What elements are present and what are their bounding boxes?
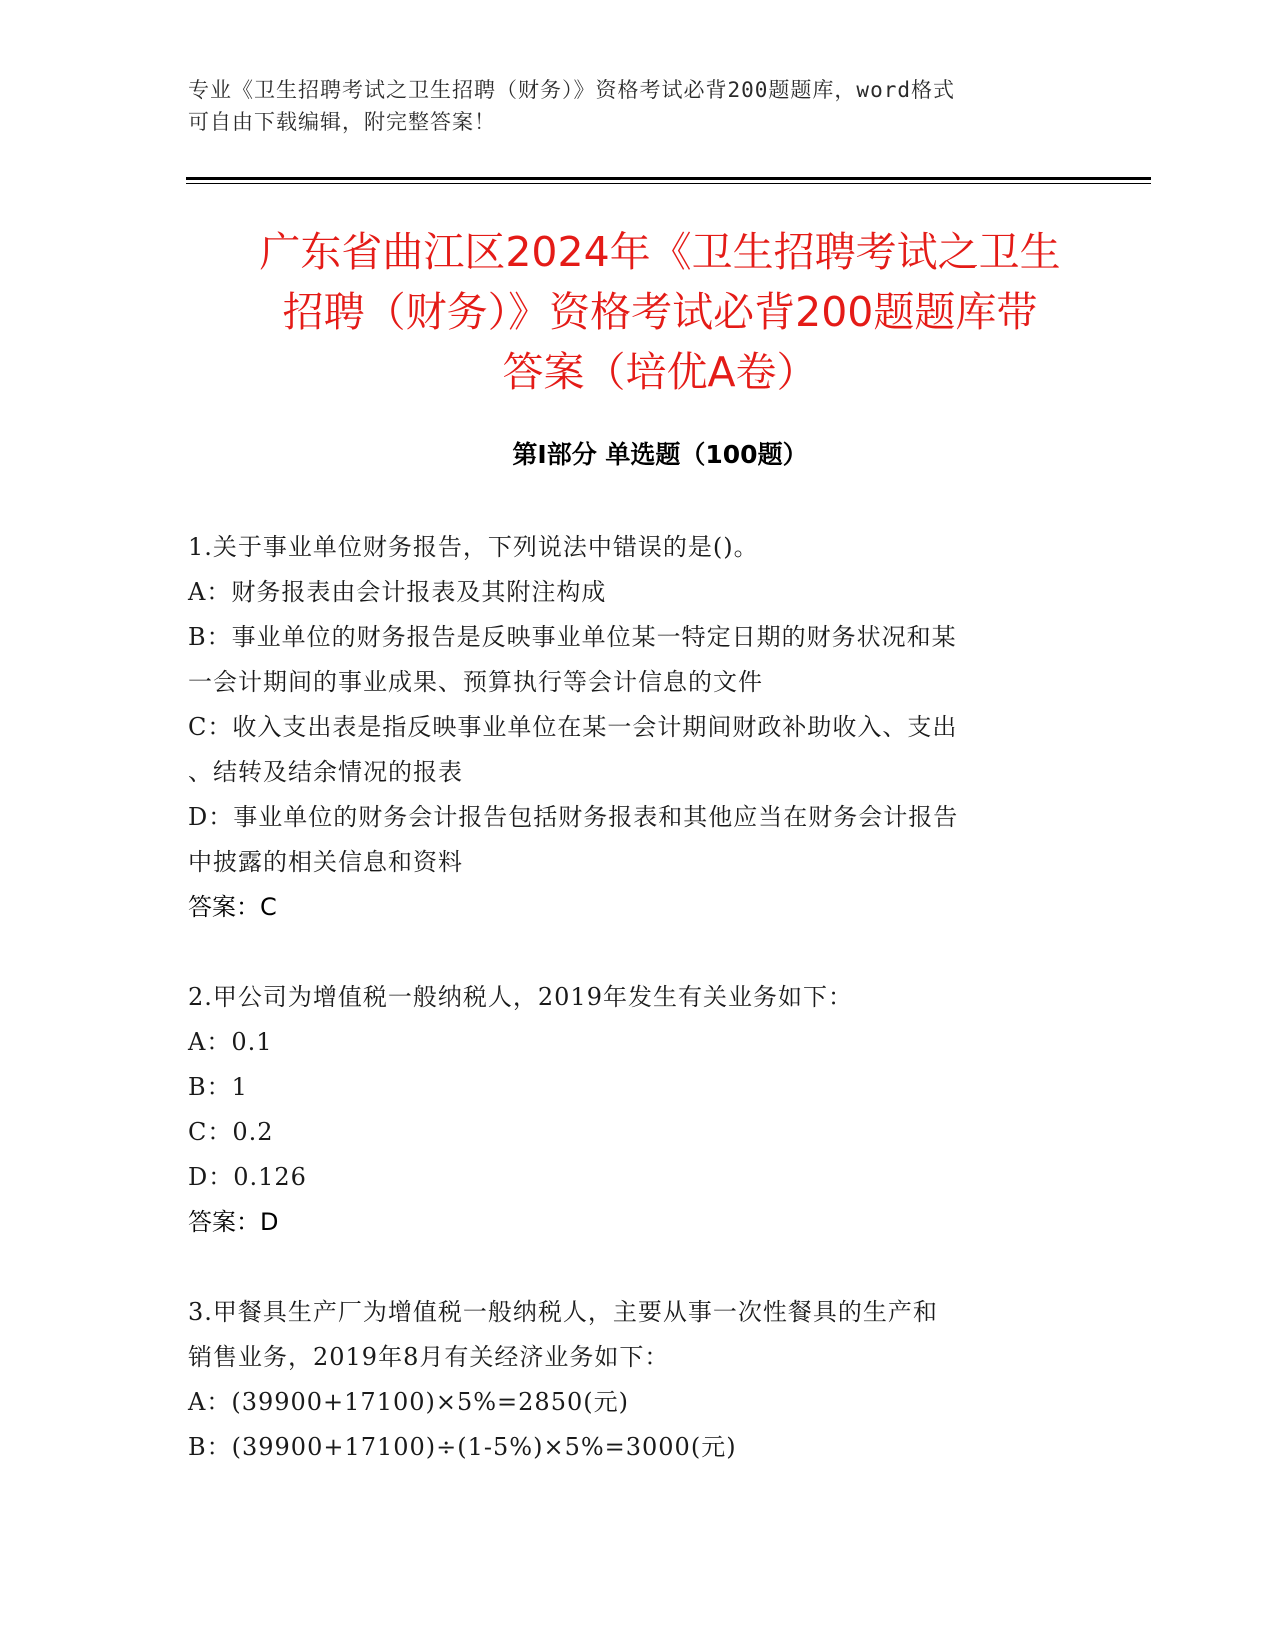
option-a: A：财务报表由会计报表及其附注构成 — [188, 578, 607, 606]
question-spacer — [188, 930, 1078, 975]
option-d-continued: 中披露的相关信息和资料 — [188, 848, 463, 876]
option-d: D：事业单位的财务会计报告包括财务报表和其他应当在财务会计报告 — [188, 803, 959, 831]
option-b: B：1 — [188, 1073, 248, 1101]
document-title-line-3: 答案（培优A卷） — [502, 348, 818, 396]
option-c-continued: 、结转及结余情况的报表 — [188, 758, 463, 786]
question-stem-continued: 销售业务，2019年8月有关经济业务如下： — [188, 1343, 670, 1371]
question-list — [188, 525, 1078, 1470]
option-a: A：0.1 — [188, 1028, 273, 1056]
question-3 — [188, 1290, 1078, 1470]
section-title: 第I部分 单选题（100题） — [512, 440, 808, 469]
option-b: B：事业单位的财务报告是反映事业单位某一特定日期的财务状况和某 — [188, 623, 957, 651]
document-title-line-1: 广东省曲江区2024年《卫生招聘考试之卫生 — [259, 228, 1061, 276]
question-spacer — [188, 1245, 1078, 1290]
option-a: A：(39900+17100)×5%=2850(元) — [188, 1388, 629, 1416]
option-c: C：收入支出表是指反映事业单位在某一会计期间财政补助收入、支出 — [188, 713, 958, 741]
header-divider-thick — [186, 177, 1151, 180]
question-stem: 1.关于事业单位财务报告，下列说法中错误的是()。 — [188, 533, 759, 561]
document-title — [160, 222, 1160, 402]
header-note-line-2: 可自由下载编辑，附完整答案！ — [188, 110, 496, 134]
document-title-line-2: 招聘（财务）》资格考试必背200题题库带 — [282, 288, 1038, 336]
option-d: D：0.126 — [188, 1163, 307, 1191]
question-stem: 2.甲公司为增值税一般纳税人，2019年发生有关业务如下： — [188, 983, 853, 1011]
question-1 — [188, 525, 1078, 930]
option-b: B：(39900+17100)÷(1-5%)×5%=3000(元) — [188, 1433, 737, 1461]
question-2 — [188, 975, 1078, 1245]
header-note — [188, 74, 1078, 138]
option-b-continued: 一会计期间的事业成果、预算执行等会计信息的文件 — [188, 668, 763, 696]
answer-key: 答案：C — [188, 893, 277, 921]
answer-key: 答案：D — [188, 1208, 279, 1236]
header-note-line-1: 专业《卫生招聘考试之卫生招聘（财务）》资格考试必背200题题库，word格式 — [188, 78, 955, 102]
option-c: C：0.2 — [188, 1118, 274, 1146]
header-divider-thin — [186, 183, 1151, 184]
question-stem: 3.甲餐具生产厂为增值税一般纳税人，主要从事一次性餐具的生产和 — [188, 1298, 938, 1326]
